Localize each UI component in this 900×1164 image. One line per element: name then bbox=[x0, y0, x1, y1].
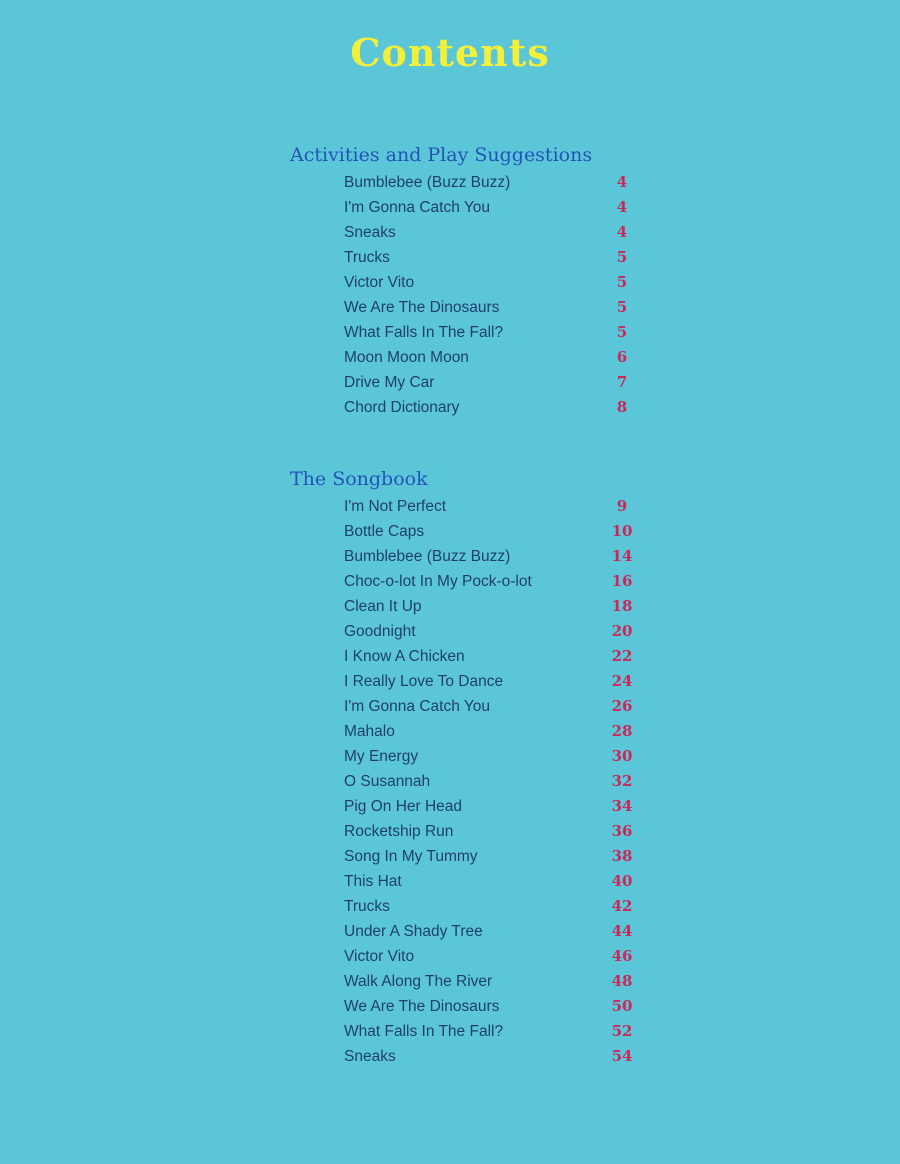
toc-entry[interactable] bbox=[344, 594, 650, 619]
toc-entry[interactable] bbox=[344, 794, 650, 819]
entry-page-number: 18 bbox=[611, 597, 633, 615]
entry-page-number: 20 bbox=[611, 622, 633, 640]
toc-entry[interactable] bbox=[344, 769, 650, 794]
entry-list bbox=[344, 170, 650, 420]
toc-entry[interactable] bbox=[344, 544, 650, 569]
entry-page-number: 42 bbox=[611, 897, 633, 915]
entry-title: Pig On Her Head bbox=[344, 798, 463, 815]
entry-page-number: 46 bbox=[611, 947, 633, 965]
entry-title: I'm Not Perfect bbox=[344, 498, 447, 515]
entry-title: Under A Shady Tree bbox=[344, 923, 483, 940]
section-songbook bbox=[290, 464, 650, 1069]
entry-page-number: 44 bbox=[611, 922, 633, 940]
entry-title: I'm Gonna Catch You bbox=[344, 698, 491, 715]
entry-title: Trucks bbox=[344, 898, 390, 915]
toc-entry[interactable] bbox=[344, 245, 650, 270]
entry-page-number: 48 bbox=[611, 972, 633, 990]
entry-title: Mahalo bbox=[344, 723, 395, 740]
entry-title: Moon Moon Moon bbox=[344, 349, 469, 366]
entry-title: Victor Vito bbox=[344, 948, 415, 965]
entry-page-number: 32 bbox=[611, 772, 633, 790]
toc-entry[interactable] bbox=[344, 869, 650, 894]
toc-entry[interactable] bbox=[344, 944, 650, 969]
toc-entry[interactable] bbox=[344, 295, 650, 320]
entry-title: What Falls In The Fall? bbox=[344, 1023, 504, 1040]
entry-page-number: 9 bbox=[616, 497, 628, 515]
entry-title: Sneaks bbox=[344, 1048, 396, 1065]
entry-title: Bumblebee (Buzz Buzz) bbox=[344, 174, 511, 191]
toc-entry[interactable] bbox=[344, 919, 650, 944]
entry-page-number: 40 bbox=[611, 872, 633, 890]
entry-title: O Susannah bbox=[344, 773, 431, 790]
toc-entry[interactable] bbox=[344, 395, 650, 420]
entry-page-number: 4 bbox=[616, 198, 628, 216]
toc-entry[interactable] bbox=[344, 719, 650, 744]
entry-title: Clean It Up bbox=[344, 598, 422, 615]
toc-entry[interactable] bbox=[344, 744, 650, 769]
entry-title: Chord Dictionary bbox=[344, 399, 460, 416]
entry-title: Song In My Tummy bbox=[344, 848, 478, 865]
toc-entry[interactable] bbox=[344, 894, 650, 919]
entry-page-number: 4 bbox=[616, 223, 628, 241]
entry-title: We Are The Dinosaurs bbox=[344, 998, 500, 1015]
page-title: Contents bbox=[350, 30, 550, 75]
toc-entry[interactable] bbox=[344, 569, 650, 594]
entry-title: Drive My Car bbox=[344, 374, 435, 391]
toc-entry[interactable] bbox=[344, 844, 650, 869]
entry-page-number: 5 bbox=[616, 298, 628, 316]
entry-title: We Are The Dinosaurs bbox=[344, 299, 500, 316]
entry-page-number: 52 bbox=[611, 1022, 633, 1040]
entry-page-number: 26 bbox=[611, 697, 633, 715]
entry-page-number: 36 bbox=[611, 822, 633, 840]
entry-title: Bottle Caps bbox=[344, 523, 425, 540]
entry-page-number: 4 bbox=[616, 173, 628, 191]
entry-page-number: 50 bbox=[611, 997, 633, 1015]
toc-entry[interactable] bbox=[344, 969, 650, 994]
toc-entry[interactable] bbox=[344, 170, 650, 195]
entry-page-number: 54 bbox=[611, 1047, 633, 1065]
entry-title: I Really Love To Dance bbox=[344, 673, 504, 690]
entry-title: Sneaks bbox=[344, 224, 396, 241]
toc-entry[interactable] bbox=[344, 370, 650, 395]
entry-page-number: 5 bbox=[616, 323, 628, 341]
entry-title: Choc-o-lot In My Pock-o-lot bbox=[344, 573, 532, 590]
entry-page-number: 5 bbox=[616, 248, 628, 266]
section-activities bbox=[290, 140, 650, 420]
entry-title: Rocketship Run bbox=[344, 823, 454, 840]
entry-page-number: 16 bbox=[611, 572, 633, 590]
section-heading: Activities and Play Suggestions bbox=[290, 144, 593, 166]
toc-entry[interactable] bbox=[344, 220, 650, 245]
toc-entry[interactable] bbox=[344, 270, 650, 295]
entry-page-number: 22 bbox=[611, 647, 633, 665]
entry-page-number: 34 bbox=[611, 797, 633, 815]
toc-entry[interactable] bbox=[344, 819, 650, 844]
entry-page-number: 24 bbox=[611, 672, 633, 690]
toc-entry[interactable] bbox=[344, 195, 650, 220]
entry-page-number: 7 bbox=[616, 373, 628, 391]
entry-page-number: 38 bbox=[611, 847, 633, 865]
entry-page-number: 30 bbox=[611, 747, 633, 765]
toc-entry[interactable] bbox=[344, 669, 650, 694]
entry-title: Goodnight bbox=[344, 623, 416, 640]
entry-title: Trucks bbox=[344, 249, 390, 266]
entry-title: Walk Along The River bbox=[344, 973, 493, 990]
entry-page-number: 14 bbox=[611, 547, 633, 565]
toc-entry[interactable] bbox=[344, 345, 650, 370]
toc-entry[interactable] bbox=[344, 619, 650, 644]
entry-title: Bumblebee (Buzz Buzz) bbox=[344, 548, 511, 565]
entry-title: I Know A Chicken bbox=[344, 648, 465, 665]
entry-title: I'm Gonna Catch You bbox=[344, 199, 491, 216]
toc-entry[interactable] bbox=[344, 644, 650, 669]
toc-entry[interactable] bbox=[344, 1044, 650, 1069]
toc-entry[interactable] bbox=[344, 1019, 650, 1044]
entry-page-number: 8 bbox=[616, 398, 628, 416]
toc-entry[interactable] bbox=[344, 694, 650, 719]
entry-title: My Energy bbox=[344, 748, 419, 765]
section-heading: The Songbook bbox=[290, 468, 428, 490]
entry-title: What Falls In The Fall? bbox=[344, 324, 504, 341]
toc-entry[interactable] bbox=[344, 320, 650, 345]
entry-page-number: 10 bbox=[611, 522, 633, 540]
entry-title: This Hat bbox=[344, 873, 402, 890]
toc-entry[interactable] bbox=[344, 494, 650, 519]
toc-entry[interactable] bbox=[344, 519, 650, 544]
toc-entry[interactable] bbox=[344, 994, 650, 1019]
entry-page-number: 5 bbox=[616, 273, 628, 291]
entry-title: Victor Vito bbox=[344, 274, 415, 291]
entry-list bbox=[344, 494, 650, 1069]
entry-page-number: 28 bbox=[611, 722, 633, 740]
entry-page-number: 6 bbox=[616, 348, 628, 366]
